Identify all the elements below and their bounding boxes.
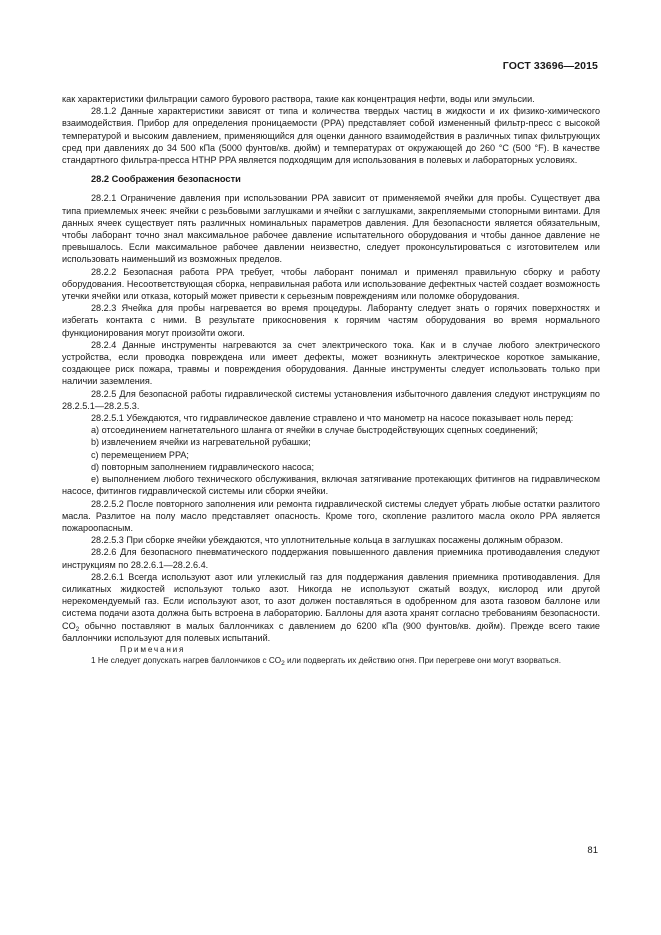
list-item: e) выполнением любого технического обслуживания, включая затягивание протекающих фитингов на гидравлическом насосе, фитингов гидравлической системы или сборки ячейки. <box>62 474 600 497</box>
subscript: 2 <box>281 659 285 667</box>
paragraph: 28.2.6 Для безопасного пневматического поддержания повышенного давления приемника противодавления следуют инструкциям по 28.2.6.1—28.2.6.4. <box>62 547 600 570</box>
paragraph: 28.2.2 Безопасная работа PPA требует, чтобы лаборант понимал и применял правильную сборку и работу оборудования. Несоответствующая сборка, неправильная работа или использование дефектных частей создает возможность утечки ячейки или отказа, который может привести к серьезным повреждениям или поломке оборудования. <box>62 266 600 302</box>
text-run: 1 Не следует допускать нагрев баллончиков с CO <box>91 655 282 665</box>
note-1 <box>62 655 600 666</box>
paragraph: 28.1.2 Данные характеристики зависят от типа и количества твердых частиц в жидкости и их физико-химического взаимодействия. Прибор для определения проницаемости (PPA) представляет собой измененный фильтр-пресс с высокой температурой и высоким давлением, применяющийся для оценки данного взаимодействия в различных типах фильтрующих сред при давлениях до 34 500 кПа (5000 фунтов/кв. дюйм) и температурах от окружающей до 260 °С (500 °F). В качестве стандартного фильтра-пресса HTHP PPA является подходящим для использования в полевых и лабораторных условиях. <box>62 106 600 166</box>
list-item: d) повторным заполнением гидравлического насоса; <box>91 461 314 472</box>
paragraph: 28.2.4 Данные инструменты нагреваются за счет электрического тока. Как и в случае любого электрического устройства, если проводка повреждена или имеет дефекты, может возникнуть электрическое короткое замыкание, создающее риск пожара, травмы и повреждения оборудования. Данные инструменты следует использовать только при наличии заземления. <box>62 339 600 387</box>
standard-header: ГОСТ 33696—2015 <box>502 60 598 72</box>
paragraph: как характеристики фильтрации самого бурового раствора, такие как концентрация нефти, воды или эмульсии. <box>62 94 535 104</box>
paragraph: 28.2.5.2 После повторного заполнения или ремонта гидравлической системы следует убрать любые остатки разлитого масла. Разлитое на полу масло представляет опасность. Кроме того, скопление разлитого масла около PPA является пожароопасным. <box>62 498 600 533</box>
paragraph: 28.2.5 Для безопасной работы гидравлической системы установления избыточного давления следуют инструкциям по 28.2.5.1—28.2.5.3. <box>62 388 600 411</box>
text-run: или подвергать их действию огня. При перегреве они могут взорваться. <box>284 655 561 665</box>
section-title: 28.2 Соображения безопасности <box>91 174 241 185</box>
subscript: 2 <box>75 625 80 633</box>
document-body <box>62 93 600 666</box>
list-item: c) перемещением PPA; <box>91 449 189 460</box>
list-item: a) отсоединением нагнетательного шланга от ячейки в случае быстродействующих сцепных соединений; <box>91 425 538 436</box>
paragraph: 28.2.1 Ограничение давления при использовании PPA зависит от применяемой ячейки для пробы. Существует два типа приемлемых ячеек: ячейки с резьбовыми заглушками и ячейки с заглушками, закрепляемыми стопорными винтами. Для данных ячеек существует пять различных номинальных параметров давления. Для безопасности является обязательным, чтобы лаборант точно знал максимальное рабочее давление испытательного оборудования и чтобы данное давление не превышалось. Если максимальное рабочее давлении неизвестно, следует проконсультироваться с изготовителем или использовать наименьший из возможных пределов. <box>62 193 600 265</box>
text-run: 28.2.6.1 Всегда используют азот или углекислый газ для поддержания давления приемника противодавления. Для силикатных жидкостей используют только азот. Никогда не используют сжатый воздух, кислород или другой нерекомендуемый газ. Если используют азот, то азот должен поставляться в одобренном для азота газовом баллоне или система подачи азота должна быть встроена в лабораторию. Баллоны для азота хранят согласно требованиям безопасности. CO <box>62 571 600 631</box>
list-item: b) извлечением ячейки из нагревательной рубашки; <box>91 437 311 448</box>
paragraph: 28.2.3 Ячейка для пробы нагревается во время процедуры. Лаборанту следует знать о горячих поверхностях и избегать контакта с ними. В результате прикосновения к горячим частям оборудования во время нормального функционирования могут произойти ожоги. <box>62 303 600 338</box>
paragraph-28-2-6-1 <box>62 571 600 644</box>
paragraph: 28.2.5.3 При сборке ячейки убеждаются, что уплотнительные кольца в заглушках посажены должным образом. <box>91 535 564 546</box>
notes-title: Примечания <box>120 644 186 654</box>
page-number: 81 <box>587 845 598 856</box>
paragraph: 28.2.5.1 Убеждаются, что гидравлическое давление стравлено и что манометр на насосе показывает ноль перед: <box>91 413 574 424</box>
text-run: обычно поставляют в малых баллончиках с давлением до 6200 кПа (900 фунтов/кв. дюйм). Прежде всего такие баллончики используют для полевых испытаний. <box>62 620 600 643</box>
